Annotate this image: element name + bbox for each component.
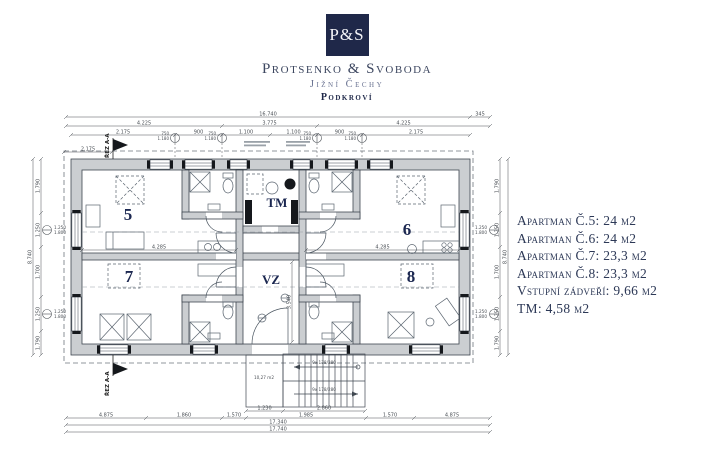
window	[460, 213, 469, 247]
dim-label: 1.800	[475, 230, 487, 235]
dim-label: 1.700	[35, 264, 42, 280]
dim-label: 8.740	[502, 249, 509, 265]
dim-label: 1.800	[54, 230, 66, 235]
dim-label: 1.180	[299, 136, 311, 141]
dim-label: 16.740	[259, 111, 277, 118]
room-label-6: 6	[402, 220, 412, 239]
window	[325, 345, 347, 354]
room-label-tm: TM	[266, 195, 288, 210]
dim-label: 1.800	[54, 314, 66, 319]
dim-label: 1.790	[494, 335, 501, 351]
window	[193, 345, 215, 354]
dim-label: 1.250	[475, 309, 487, 314]
window	[293, 160, 310, 169]
dim-chain	[64, 115, 492, 119]
window	[328, 160, 355, 169]
dim-label: 750	[348, 131, 356, 136]
dim-label: 1.700	[494, 264, 501, 280]
dim-label: 900	[193, 129, 204, 136]
window	[460, 297, 469, 331]
dim-label: 4.875	[444, 412, 460, 419]
project-region: Jižní Čechy	[309, 79, 385, 90]
dim-label: 1.180	[204, 136, 216, 141]
company-name: Protsenko & Svoboda	[261, 61, 433, 77]
legend-item-zadveri: Vstupní zádveří: 9,66 m2	[517, 283, 658, 298]
dim-label: 1.180	[157, 136, 169, 141]
dim-label: 4.875	[98, 412, 114, 419]
dim-label: 2.860	[316, 405, 332, 412]
window	[100, 345, 128, 354]
dim-label: 1.250	[54, 225, 66, 230]
dim-label: 1.250	[54, 309, 66, 314]
dim-label: 1.790	[35, 335, 42, 351]
dim-label: 2.175	[115, 129, 131, 136]
dim-label: 345	[475, 111, 485, 118]
dim-label: 1.570	[226, 412, 242, 419]
section-label: ŘEZ A-A	[105, 133, 111, 158]
legend-item-apartman-8: Apartman Č.8: 23,3 m2	[517, 265, 648, 281]
room-label-7: 7	[124, 267, 134, 286]
annotation-notes	[244, 141, 310, 146]
floor-title: Podkroví	[320, 92, 374, 103]
dim-label: 1.985	[298, 412, 314, 419]
dim-label: 4.285	[151, 244, 167, 251]
dim-label: 2.175	[408, 129, 424, 136]
room-label-5: 5	[123, 205, 133, 224]
room-label-8: 8	[406, 267, 416, 286]
window	[370, 160, 390, 169]
window	[72, 297, 81, 331]
legend-item-apartman-6: Apartman Č.6: 24 m2	[517, 230, 637, 246]
legend-item-tm: TM: 4,58 m2	[517, 300, 590, 316]
window	[150, 160, 170, 169]
company-logo: P&S	[326, 14, 369, 56]
dim-label: 1.250	[35, 222, 42, 238]
legend-item-apartman-5: Apartman Č.5: 24 m2	[517, 213, 637, 228]
dim-label: 1.790	[494, 178, 501, 194]
dim-chain	[64, 124, 492, 128]
room-label-vz: VZ	[261, 272, 281, 287]
dim-label: 1.180	[344, 136, 356, 141]
dim-label: 1.100	[238, 129, 254, 136]
building-walls	[71, 159, 470, 355]
dim-label: 1.250	[494, 222, 501, 238]
dim-label: 1.860	[176, 412, 192, 419]
dim-label: 1.250	[475, 225, 487, 230]
dim-label: 1.800	[475, 314, 487, 319]
dim-label: 900	[334, 129, 345, 136]
dim-label: 4.285	[375, 244, 390, 251]
dim-label: 2.175	[80, 146, 96, 153]
dim-label: 8.740	[27, 249, 34, 265]
dim-label: 17.740	[269, 426, 287, 433]
stair-landing-label: 10,27 m2	[253, 375, 275, 380]
section-label: ŘEZ A-A	[105, 371, 111, 396]
window	[185, 160, 212, 169]
dim-label: 1.570	[382, 412, 398, 419]
dim-label: 3.540	[286, 294, 293, 310]
dim-label: 4.225	[396, 120, 411, 127]
dim-label: 1.250	[494, 306, 501, 322]
dim-label: 3.775	[262, 120, 277, 127]
dim-label: 1.230	[257, 405, 272, 412]
window	[72, 213, 81, 247]
stair-flight-label: 9x 178/280	[312, 360, 336, 365]
window	[412, 345, 440, 354]
dim-label: 750	[208, 131, 216, 136]
exterior-stairs	[246, 354, 365, 407]
legend-item-apartman-7: Apartman Č.7: 23,3 m2	[517, 248, 648, 263]
dim-label: 1.100	[286, 129, 301, 136]
dim-label: 750	[161, 131, 169, 136]
dim-label: 1.250	[35, 306, 42, 322]
window	[230, 160, 247, 169]
dim-label: 1.790	[35, 178, 42, 194]
stair-flight-label: 9x 178/280	[312, 387, 336, 392]
dim-label: 4.225	[136, 120, 152, 127]
dim-label: 750	[303, 131, 311, 136]
dim-label: 17.340	[269, 419, 287, 426]
